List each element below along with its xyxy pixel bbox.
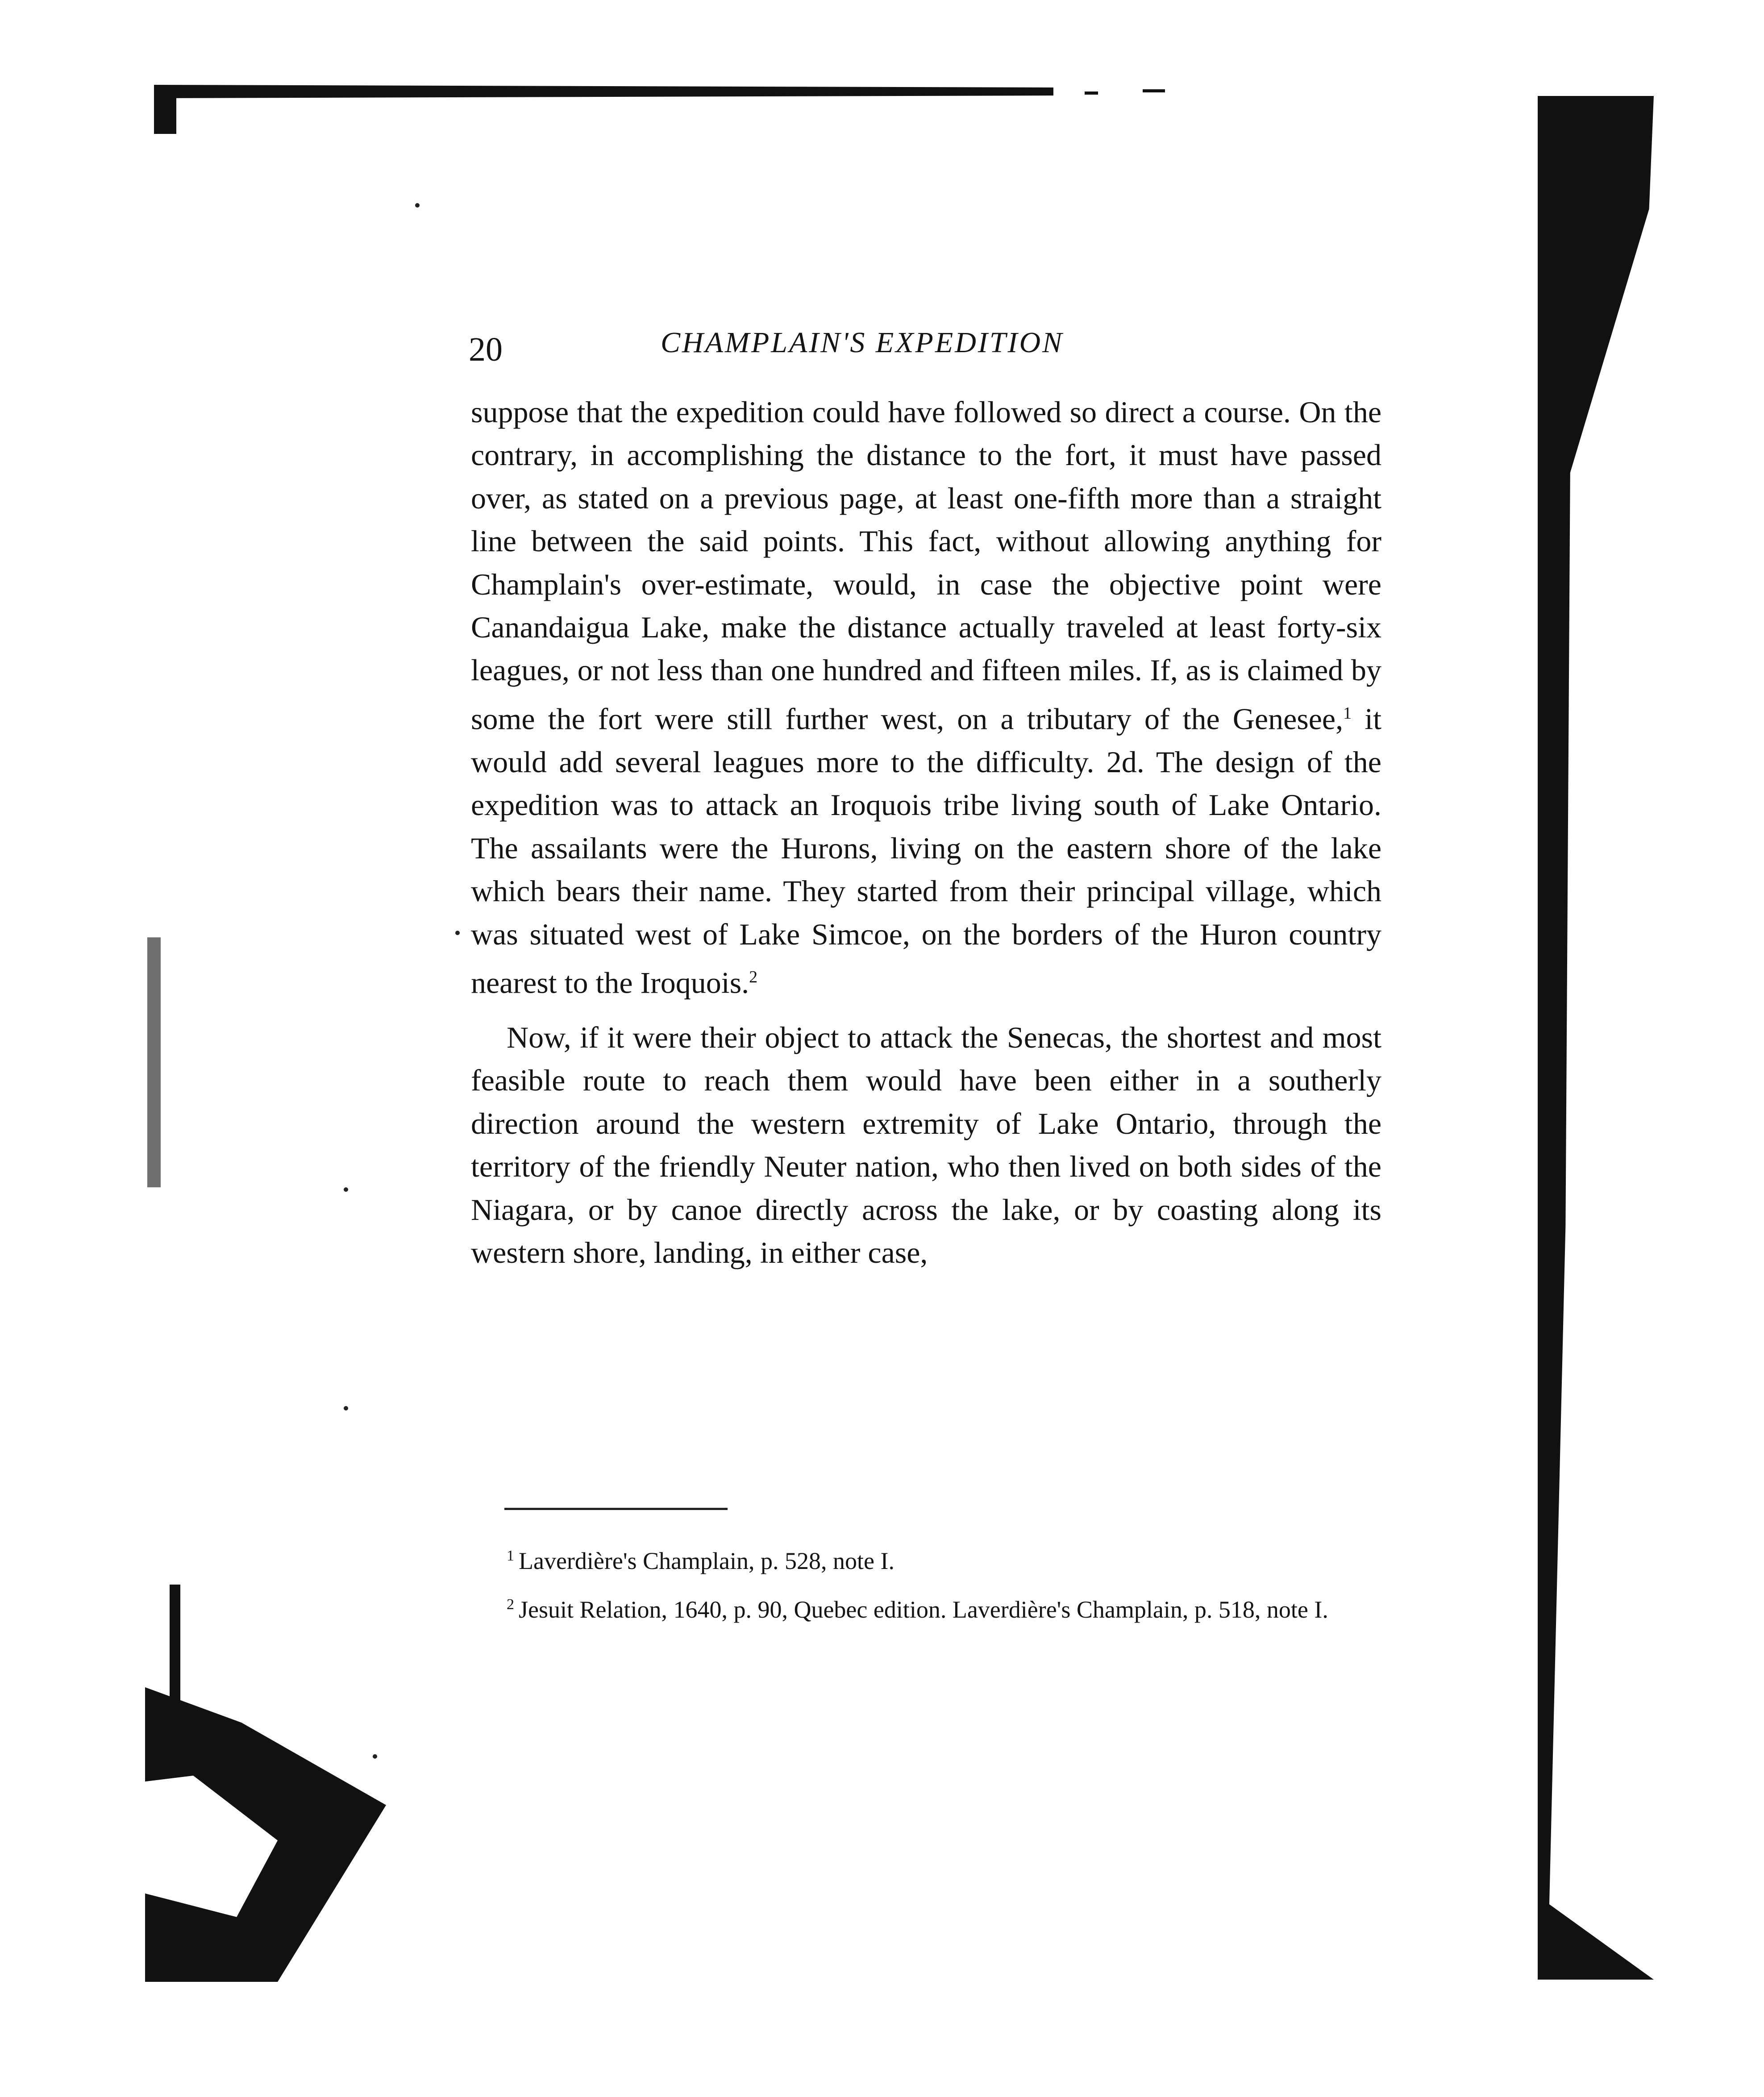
running-title: CHAMPLAIN'S EXPEDITION [661, 326, 1064, 359]
paragraph-text: suppose that the expedition could have followed so direct a course. On the contrary, in accomplishing the distance to the fort, it must have passed over, as stated on a previous page, at least one-fifth more than a straight line between the said points. This fact, without allowing anything for Champlain's over-estimate, would, in case the objective point were Canandaigua Lake, make the distance actually traveled at least forty-six leagues, or not less than one hundred and fifteen miles. If, as is claimed by some the fort were still further west, on a tributary of the Genesee, [471, 395, 1381, 736]
left-corner-shadow [145, 1687, 386, 1982]
scan-speck [415, 203, 420, 208]
paragraph [471, 391, 1381, 1004]
footnote-reference: 1 [1343, 703, 1352, 723]
paragraph-text: it would add several leagues more to the difficulty. 2d. The design of the expedition was to attack an Iroquois tribe living south of Lake Ontario. The assailants were the Hurons, living on the eastern shore of the lake which bears their name. They started from their principal village, which was situated west of Lake Simcoe, on the borders of the Huron country nearest to the Iroquois. [471, 702, 1381, 1000]
footnote-text: Laverdière's Champlain, p. 528, note I. [519, 1548, 894, 1574]
left-edge-mark [170, 1585, 180, 1701]
footnote-separator [504, 1508, 728, 1510]
scan-speck [344, 1406, 348, 1410]
footnotes [507, 1538, 1381, 1635]
footnote [507, 1586, 1381, 1628]
footnote [507, 1538, 1381, 1579]
scan-speck [344, 1187, 348, 1192]
footnote-marker: 2 [507, 1596, 514, 1613]
scan-speck [455, 931, 460, 935]
paragraph: Now, if it were their object to attack the Senecas, the shortest and most feasible route to reach them would have been either in a southerly direction around the western extremity of Lake Ontario, through the territory of the friendly Neuter nation, who then lived on both sides of the Niagara, or by canoe directly across the lake, or by coasting along its western shore, landing, in either case, [471, 1020, 1381, 1270]
footnote-text: Jesuit Relation, 1640, p. 90, Quebec edition. Laverdière's Champlain, p. 518, note I. [519, 1596, 1328, 1623]
scan-speck [373, 1754, 377, 1759]
page-header [469, 321, 1379, 370]
scan-dash [1085, 92, 1098, 95]
left-edge-specks [147, 937, 161, 1187]
page-number: 20 [469, 331, 503, 368]
top-scan-rule [154, 85, 1053, 98]
body-text [471, 391, 1381, 1274]
footnote-marker: 1 [507, 1548, 514, 1564]
top-scan-rule-tail [154, 94, 176, 134]
right-binding-shadow [1538, 96, 1654, 1980]
footnote-reference: 2 [749, 967, 758, 986]
scan-dash [1143, 89, 1165, 92]
